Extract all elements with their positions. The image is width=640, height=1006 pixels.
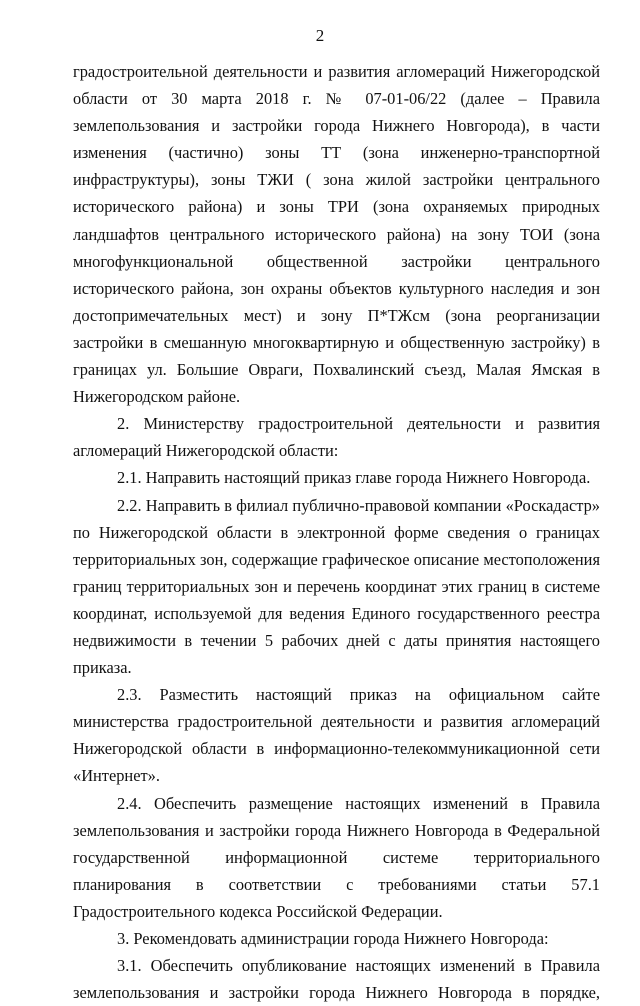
page-number: 2 — [315, 26, 325, 45]
paragraph-item-2-3: 2.3. Разместить настоящий приказ на официальном сайте министерства градостроительной деятельности и развития агломераций Нижегородской области в информационно-телекоммуникационной сети «Интернет». — [73, 685, 600, 786]
paragraph-item-2: 2. Министерству градостроительной деятельности и развития агломераций Нижегородской области: — [73, 414, 600, 461]
paragraph-item-2-4: 2.4. Обеспечить размещение настоящих изменений в Правила землепользования и застройки города Нижнего Новгорода в Федеральной государственной информационной системе территориального планирования в соответствии с требованиями статьи 57.1 Градостроительного кодекса Российской Федерации. — [73, 793, 600, 921]
paragraph-item-3-1: 3.1. Обеспечить опубликование настоящих изменений в Правила землепользования и застройки города Нижнего Новгорода в порядке, — [73, 956, 600, 1003]
paragraph-continuation: градостроительной деятельности и развития агломераций Нижегородской области от 30 марта 2018 г. № 07-01-06/22 (далее – Правила землепользования и застройки города Нижнего Новгорода), в части изменения (частично) зоны ТТ (зона инженерно-транспортной инфраструктуры), зоны ТЖИ ( зона жилой застройки центрального исторического района) и зоны ТРИ (зона охраняемых природных ландшафтов центрального исторического района) на зону ТОИ (зона многофункциональной общественной застройки центрального исторического района, зон охраны объектов культурного наследия и зон достопримечательных мест) и зону П*ТЖсм (зона реорганизации застройки в смешанную многоквартирную и общественную застройку) в границах ул. Большие Овраги, Похвалинский съезд, Малая Ямская в Нижегородском районе. — [73, 62, 600, 407]
document-body — [73, 58, 600, 1006]
paragraph-item-2-2: 2.2. Направить в филиал публично-правовой компании «Роскадастр» по Нижегородской области в электронной форме сведения о границах территориальных зон, содержащие графическое описание местоположения границ территориальных зон и перечень координат этих границ в системе координат, используемой для ведения Единого государственного реестра недвижимости в течении 5 рабочих дней с даты принятия настоящего приказа. — [73, 495, 600, 678]
paragraph-item-3: 3. Рекомендовать администрации города Нижнего Новгорода: — [117, 929, 549, 948]
paragraph-item-2-1: 2.1. Направить настоящий приказ главе города Нижнего Новгорода. — [117, 468, 591, 488]
